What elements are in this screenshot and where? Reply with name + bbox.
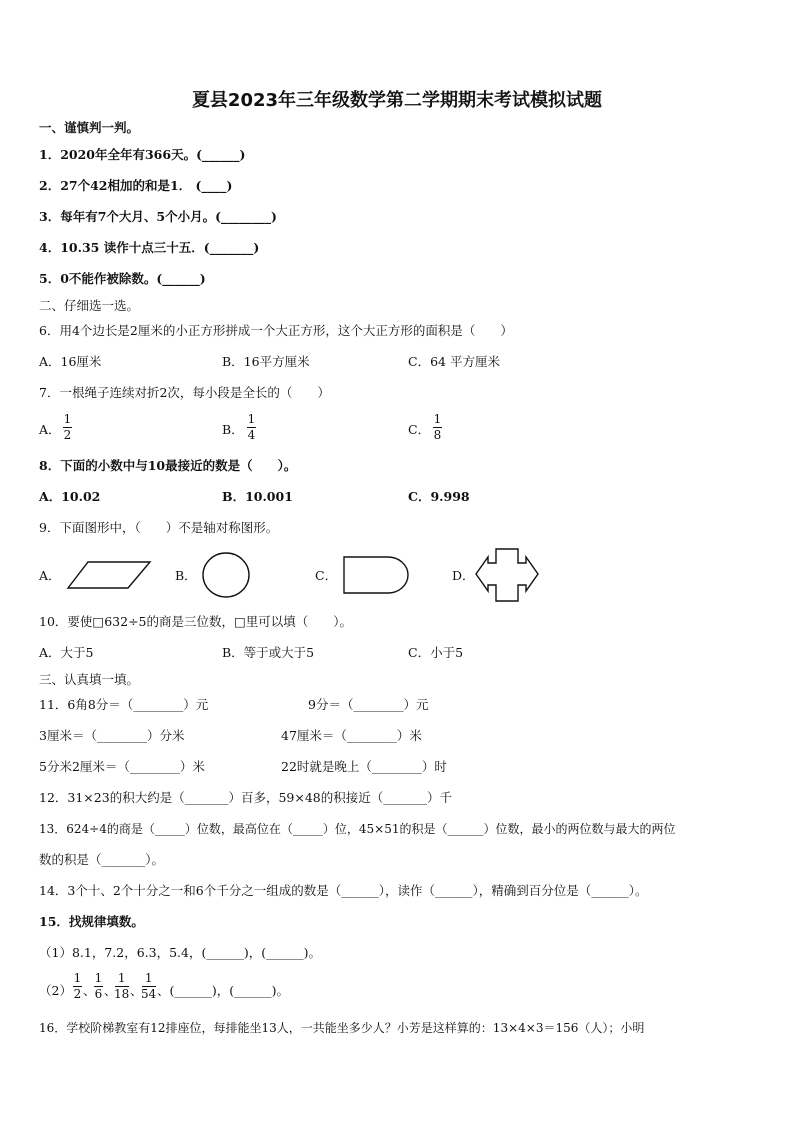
- circle-shape: [201, 551, 251, 599]
- arrow-cross-shape: [474, 547, 540, 603]
- fraction-numerator: 1: [433, 412, 442, 426]
- question-11-part-2: 9分＝（________）元: [308, 697, 429, 712]
- question-10: 10．要使□632÷5的商是三位数，□里可以填（ ）。: [39, 614, 353, 629]
- fraction-numerator: 1: [63, 412, 72, 426]
- fraction-denominator: 4: [247, 428, 256, 442]
- fraction-numerator: 1: [94, 971, 103, 985]
- question-9: 9．下面图形中，（ ）不是轴对称图形。: [39, 520, 279, 535]
- question-9-option-a-label: A．: [39, 568, 61, 583]
- question-14: 14．3个十、2个十分之一和6个千分之一组成的数是（______），读作（______），精确到百分位是（______）。: [39, 883, 648, 898]
- question-13-line-2: 数的积是（_______）。: [39, 852, 165, 867]
- question-15-part-2-label: （2）: [39, 983, 72, 998]
- question-7-option-c-label: C．: [408, 422, 431, 437]
- question-11-part-4: 47厘米＝（________）米: [281, 728, 422, 743]
- question-11-part-5: 5分米2厘米＝（________）米: [39, 759, 205, 774]
- section-heading-judge: 一、谨慎判一判。: [39, 120, 140, 135]
- question-5: 5．0不能作被除数。(______): [39, 271, 206, 286]
- semicircle-end-shape: [342, 555, 410, 595]
- question-12: 12．31×23的积大约是（_______）百多，59×48的积接近（_______）千: [39, 790, 452, 805]
- question-8-option-a: A．10.02: [39, 489, 101, 504]
- section-heading-choose: 二、仔细选一选。: [39, 298, 140, 313]
- question-6-option-b: B．16平方厘米: [222, 354, 310, 369]
- question-10-option-a: A．大于5: [39, 645, 94, 660]
- question-6-option-c: C．64 平方厘米: [408, 354, 500, 369]
- question-6: 6．用4个边长是2厘米的小正方形拼成一个大正方形，这个大正方形的面积是（ ）: [39, 323, 513, 338]
- question-7-option-a-label: A．: [39, 422, 61, 437]
- question-15-part-2-fraction-4: [141, 972, 156, 1001]
- question-9-option-d-label: D．: [452, 568, 475, 583]
- separator: 、: [130, 983, 143, 998]
- question-7-option-a-fraction: [63, 413, 72, 442]
- question-11-part-6: 22时就是晚上（________）时: [281, 759, 447, 774]
- fraction-denominator: 2: [73, 987, 82, 1001]
- fraction-denominator: 8: [433, 428, 442, 442]
- question-11-part-3: 3厘米＝（________）分米: [39, 728, 185, 743]
- question-15-part-1: （1）8.1，7.2，6.3，5.4，(______)，(______)。: [39, 945, 321, 960]
- question-1: 1．2020年全年有366天。(______): [39, 147, 246, 162]
- question-13-line-1: 13．624÷4的商是（_____）位数，最高位在（_____）位，45×51的积是（______）位数，最小的两位数与最大的两位: [39, 822, 676, 836]
- question-6-option-a: A．16厘米: [39, 354, 102, 369]
- fraction-numerator: 1: [144, 971, 153, 985]
- question-7: 7．一根绳子连续对折2次，每小段是全长的（ ）: [39, 385, 330, 400]
- separator: 、: [83, 983, 96, 998]
- question-2: 2．27个42相加的和是1． (____): [39, 178, 233, 193]
- question-8-option-b: B．10.001: [222, 489, 293, 504]
- question-15-part-2-fraction-1: [73, 972, 82, 1001]
- section-heading-fill: 三、认真填一填。: [39, 672, 140, 687]
- question-15-part-2-tail: 、(______)，(______)。: [157, 983, 290, 998]
- fraction-denominator: 18: [114, 987, 130, 1001]
- question-15-part-2-fraction-3: [114, 972, 129, 1001]
- fraction-numerator: 1: [73, 971, 82, 985]
- question-11-part-1: 11．6角8分＝（________）元: [39, 697, 209, 712]
- question-9-option-c-label: C．: [315, 568, 338, 583]
- question-4: 4．10.35 读作十点三十五．(_______): [39, 240, 260, 255]
- question-15-part-2-fraction-2: [94, 972, 103, 1001]
- question-16: 16．学校阶梯教室有12排座位，每排能坐13人，一共能坐多少人？小芳是这样算的：13×4×3＝156（人）；小明: [39, 1021, 645, 1035]
- fraction-denominator: 54: [141, 987, 157, 1001]
- question-8: 8．下面的小数中与10最接近的数是（ ）。: [39, 458, 297, 473]
- parallelogram-shape: [66, 560, 152, 590]
- fraction-numerator: 1: [247, 412, 256, 426]
- question-8-option-c: C．9.998: [408, 489, 470, 504]
- fraction-denominator: 2: [63, 428, 72, 442]
- question-10-option-c: C．小于5: [408, 645, 464, 660]
- page-title: 夏县2023年三年级数学第二学期期末考试模拟试题: [191, 90, 603, 111]
- question-7-option-b-fraction: [247, 413, 256, 442]
- fraction-numerator: 1: [117, 971, 126, 985]
- question-9-option-b-label: B．: [175, 568, 197, 583]
- question-3: 3．每年有7个大月、5个小月。(________): [39, 209, 277, 224]
- separator: 、: [104, 983, 117, 998]
- question-7-option-c-fraction: [433, 413, 442, 442]
- question-7-option-b-label: B．: [222, 422, 244, 437]
- question-15: 15．找规律填数。: [39, 914, 144, 929]
- question-10-option-b: B．等于或大于5: [222, 645, 315, 660]
- fraction-denominator: 6: [94, 987, 103, 1001]
